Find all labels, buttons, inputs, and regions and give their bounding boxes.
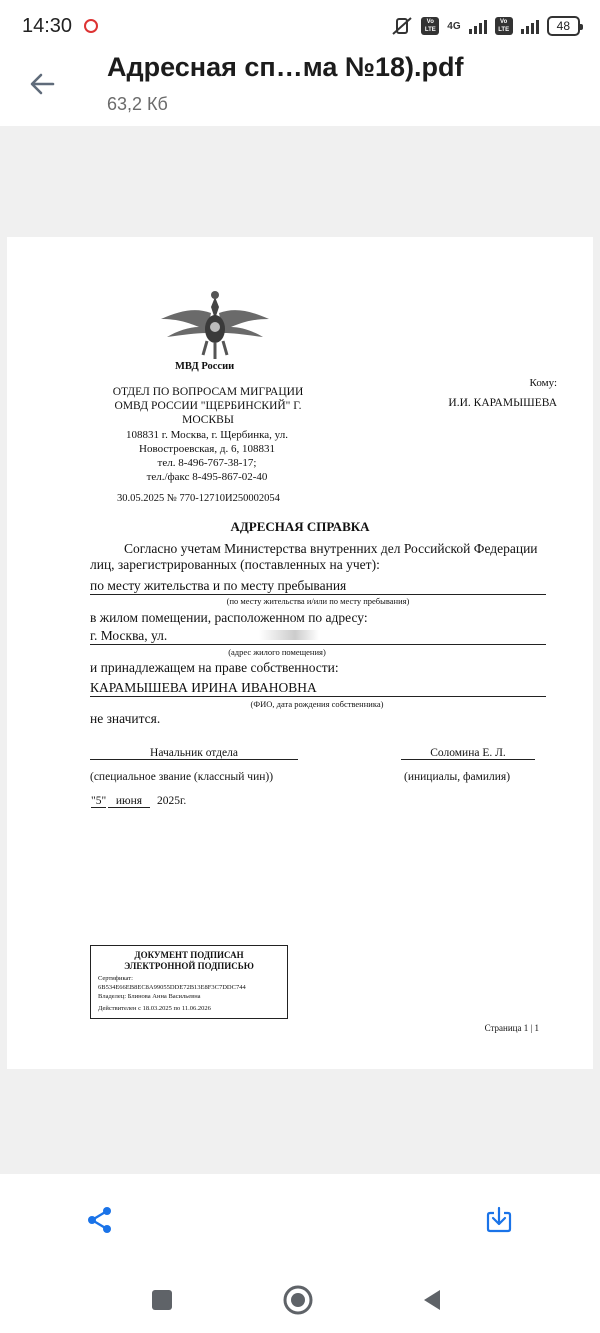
premises-address	[90, 628, 546, 645]
pdf-page	[7, 237, 593, 1069]
triangle-icon	[420, 1288, 444, 1312]
stamp-title-line-1: ДОКУМЕНТ ПОДПИСАН	[134, 950, 244, 960]
registration-type-hint: (по месту жительства и/или по месту пребывания)	[226, 596, 410, 606]
bottom-toolbar	[0, 1174, 600, 1266]
stamp-cert-label: Сертификат:	[98, 975, 133, 982]
signal-icon-2	[521, 18, 539, 34]
eagle-emblem-icon	[159, 289, 271, 361]
address-line: 108831 г. Москва, г. Щербинка, ул.	[126, 429, 288, 441]
recipient-name: И.И. КАРАМЫШЕВА	[448, 397, 557, 409]
arrow-left-icon	[29, 72, 55, 96]
signal-icon	[469, 18, 487, 34]
intro-line-2: лиц, зарегистрированных (поставленных на учет):	[90, 557, 380, 572]
agency-name: МВД России	[175, 361, 235, 372]
premises-address-value: г. Москва, ул.	[90, 628, 168, 643]
stamp-cert-number: 6B534E66EB8EC8A99055DDE72B13E8F3C7DDC744	[98, 984, 246, 991]
e-signature-stamp	[90, 945, 288, 1019]
home-button[interactable]	[280, 1282, 316, 1318]
status-bar	[0, 0, 600, 52]
file-size: 63,2 Кб	[107, 94, 168, 114]
department-address	[107, 428, 307, 484]
share-icon	[85, 1205, 115, 1235]
document-title: АДРЕСНАЯ СПРАВКА	[230, 519, 370, 534]
department-line: МОСКВЫ	[182, 414, 234, 426]
intro-line-1: Согласно учетам Министерства внутренних дел Российской Федерации	[124, 541, 538, 556]
position-hint: (специальное звание (классный чин))	[90, 771, 274, 783]
download-button[interactable]	[479, 1200, 519, 1240]
system-nav-bar	[0, 1266, 600, 1333]
volte-icon: Vo LTE	[421, 17, 439, 35]
status-time: 14:30	[22, 15, 73, 37]
date-year: 2025г.	[157, 795, 187, 807]
download-icon	[484, 1205, 514, 1235]
redacted-mark	[259, 630, 319, 640]
name-hint: (инициалы, фамилия)	[404, 771, 511, 783]
department-name	[99, 385, 317, 427]
page-number: Страница 1 | 1	[484, 1023, 539, 1033]
phone-line: тел. 8-496-767-38-17;	[157, 457, 257, 469]
registration-type: по месту жительства и по месту пребывания	[90, 578, 546, 595]
owner-hint: (ФИО, дата рождения собственника)	[250, 699, 384, 709]
volte-icon-2: Vo LTE	[495, 17, 513, 35]
notification-app-icon	[84, 19, 98, 33]
stamp-title-line-2: ЭЛЕКТРОННОЙ ПОДПИСЬЮ	[124, 961, 254, 971]
share-button[interactable]	[80, 1200, 120, 1240]
circle-icon	[282, 1284, 314, 1316]
result-text: не значится.	[90, 711, 161, 726]
network-type-label: 4G	[447, 20, 461, 32]
fax-line: тел./факс 8-495-867-02-40	[146, 471, 268, 483]
stamp-validity: Действителен с 18.03.2025 по 11.06.2026	[98, 1005, 211, 1012]
premises-text: в жилом помещении, расположенном по адресу:	[90, 610, 368, 625]
battery-icon: 48	[547, 16, 580, 36]
signer-position: Начальник отдела	[90, 747, 298, 760]
to-label: Кому:	[529, 377, 557, 389]
muted-vibrate-icon	[391, 16, 413, 36]
pdf-viewer[interactable]	[0, 126, 600, 1174]
registration-number: 30.05.2025 № 770-12710И250002054	[117, 493, 280, 504]
stamp-owner: Владелец: Блинова Анна Васильевна	[98, 993, 201, 1000]
recents-button[interactable]	[144, 1282, 180, 1318]
square-icon	[150, 1288, 174, 1312]
back-button[interactable]	[20, 62, 64, 106]
back-nav-button[interactable]	[414, 1282, 450, 1318]
signer-name: Соломина Е. Л.	[401, 747, 535, 760]
app-header	[0, 52, 600, 126]
department-line: ОТДЕЛ ПО ВОПРОСАМ МИГРАЦИИ	[112, 386, 304, 398]
owner-name: КАРАМЫШЕВА ИРИНА ИВАНОВНА	[90, 680, 546, 697]
address-hint: (адрес жилого помещения)	[228, 647, 326, 657]
department-line: ОМВД РОССИИ "ЩЕРБИНСКИЙ" Г.	[114, 400, 302, 412]
address-line: Новостроевская, д. 6, 108831	[139, 443, 275, 455]
file-title: Адресная сп…ма №18).pdf	[107, 52, 464, 82]
ownership-text: и принадлежащем на праве собственности:	[90, 660, 339, 675]
date-month: июня	[108, 795, 150, 808]
date-day: "5"	[91, 795, 107, 807]
status-icons	[391, 14, 580, 38]
